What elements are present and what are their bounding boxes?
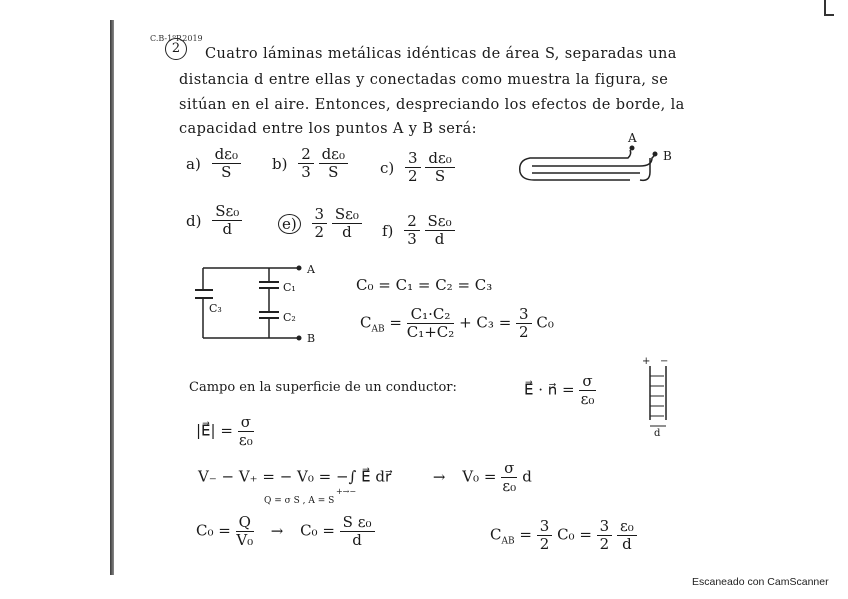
option-a-num: dε₀ — [212, 146, 241, 164]
option-d-num: Sε₀ — [212, 203, 242, 221]
option-a-den: S — [221, 163, 232, 181]
option-a-label: a) — [186, 154, 201, 173]
s-eps-over-d — [340, 514, 375, 549]
field-equation — [524, 373, 596, 408]
cab-den: C₁+C₂ — [406, 323, 455, 341]
circuit-label-c2: C₂ — [283, 311, 296, 324]
option-c-den: S — [434, 167, 446, 185]
c0-v0: V₀ — [236, 531, 254, 549]
gap-label: d — [654, 428, 661, 439]
implies-arrow-2: → — [270, 521, 284, 540]
v0-sigma: σ — [501, 460, 517, 478]
field-lines — [650, 376, 664, 416]
field-vec: E⃗ · n⃗ = — [524, 380, 575, 399]
option-f-num: Sε₀ — [425, 213, 455, 231]
statement-line-4: capacidad entre los puntos A y B será: — [179, 121, 477, 137]
option-d-fraction — [212, 203, 242, 238]
c0-s-eps0: S ε₀ — [340, 514, 375, 532]
cab-eq: = — [389, 313, 402, 332]
option-a — [186, 146, 241, 181]
option-e-label: e) — [278, 214, 301, 234]
q-over-v0 — [236, 514, 254, 549]
cab-final-three-2: 3 — [597, 518, 613, 536]
c0-lhs-2: C₀ = — [300, 521, 335, 540]
option-f-fraction — [425, 213, 455, 248]
potential-lhs: V₋ − V₊ = − V₀ = −∫ E⃗ dr⃗ — [198, 467, 392, 486]
slab-field-figure — [640, 356, 680, 438]
cab-final-d: d — [622, 535, 632, 553]
plate-return — [640, 158, 650, 180]
option-c-num: dε₀ — [425, 150, 454, 168]
integral-limits: +→− — [335, 486, 357, 496]
exam-code-label: C.B-1ºP.2019 — [150, 34, 203, 43]
field-sigma: σ — [579, 373, 595, 391]
option-b-num: dε₀ — [319, 146, 348, 164]
potential-equation — [198, 460, 532, 495]
c0-d: d — [352, 531, 362, 549]
circuit-label-b: B — [307, 332, 316, 345]
option-b-fraction — [319, 146, 348, 181]
cab-coef-den: 2 — [519, 323, 529, 341]
option-b-den: S — [328, 163, 339, 181]
implies-arrow: → — [432, 467, 446, 486]
corner-mark — [824, 0, 834, 16]
page-edge-shadow — [110, 20, 114, 575]
cab-sub: AB — [371, 324, 385, 335]
option-a-fraction — [212, 146, 241, 181]
c0-lhs: C₀ = — [196, 521, 231, 540]
option-f-den: d — [434, 230, 445, 248]
plates-figure — [510, 132, 670, 212]
cab-final-sub: AB — [501, 536, 515, 547]
field-magnitude — [196, 414, 254, 449]
option-f-coef — [404, 213, 420, 248]
field-mag-fraction — [238, 414, 254, 449]
sigma-over-eps — [579, 373, 595, 408]
option-f-label: f) — [382, 221, 394, 240]
cab-final — [490, 518, 637, 553]
cab-final-coef-1 — [537, 518, 553, 553]
option-b-coef-num: 2 — [298, 146, 314, 164]
point-b-label: B — [663, 149, 672, 163]
option-b-coef-den: 3 — [301, 163, 311, 181]
c0-q: Q — [236, 514, 254, 532]
field-text: Campo en la superficie de un conductor: — [189, 380, 457, 395]
field-mag-eps0: ε₀ — [238, 431, 253, 449]
cab-final-eps0: ε₀ — [617, 518, 637, 536]
option-f — [382, 213, 455, 248]
option-b — [272, 146, 348, 181]
option-c-coef-den: 2 — [408, 167, 418, 185]
circuit-label-c1: C₁ — [283, 281, 296, 294]
cab-series-fraction — [407, 306, 455, 341]
statement-line-1: Cuatro láminas metálicas idénticas de área S, separadas una — [205, 46, 677, 62]
option-d-den: d — [222, 220, 233, 238]
circuit-point-a — [297, 266, 302, 271]
option-c-coef — [405, 150, 421, 185]
option-b-coef — [298, 146, 314, 181]
point-b-dot — [653, 152, 658, 157]
cab-coef — [516, 306, 532, 341]
cab-end: C₀ — [536, 313, 554, 332]
cab-final-eps-over-d — [617, 518, 637, 553]
option-e-num: Sε₀ — [332, 206, 362, 224]
field-eps0: ε₀ — [580, 390, 595, 408]
charge-note: Q = σ S , A = S — [264, 496, 335, 506]
circuit-diagram — [195, 260, 335, 350]
circuit-label-a: A — [307, 263, 315, 276]
cab-final-lhs: C — [490, 525, 502, 544]
point-a-label: A — [628, 131, 637, 145]
cab-final-c0: C₀ = — [557, 525, 592, 544]
option-b-label: b) — [272, 154, 288, 173]
plus-sign: + — [642, 356, 651, 367]
option-d-label: d) — [186, 211, 202, 230]
cab-lhs: C — [360, 313, 372, 332]
v0-d: d — [522, 467, 532, 486]
cab-final-coef-2 — [597, 518, 613, 553]
field-mag-lhs: |E⃗| = — [196, 421, 233, 440]
point-a-dot — [630, 146, 635, 151]
cab-rest: + C₃ = — [459, 313, 512, 332]
cab-final-eq: = — [519, 525, 537, 544]
option-c-coef-num: 3 — [405, 150, 421, 168]
scanner-watermark: Escaneado con CamScanner — [692, 576, 829, 588]
v0-fraction — [501, 460, 517, 495]
option-e-coef-num: 3 — [312, 206, 328, 224]
statement-line-2: distancia d entre ellas y conectadas como muestra la figura, se — [179, 72, 669, 88]
cab-coef-num: 3 — [516, 306, 532, 324]
circuit-point-b — [297, 336, 302, 341]
cab-num: C₁·C₂ — [407, 306, 455, 324]
plate-wire-a — [520, 150, 631, 180]
v0-eps0: ε₀ — [502, 477, 517, 495]
problem-number: 2 — [165, 38, 187, 60]
cab-final-three-1: 3 — [537, 518, 553, 536]
option-c — [380, 150, 455, 185]
option-e-correct — [278, 206, 362, 241]
option-f-coef-den: 3 — [407, 230, 417, 248]
option-e-den: d — [342, 223, 352, 241]
v0-lhs: V₀ = — [462, 467, 497, 486]
c0-definition — [196, 514, 375, 549]
equal-capacitances: C₀ = C₁ = C₂ = C₃ — [356, 276, 493, 294]
cab-final-two-1: 2 — [539, 535, 550, 553]
option-e-fraction — [332, 206, 362, 241]
statement-line-3: sitúan en el aire. Entonces, despreciando los efectos de borde, la — [179, 97, 685, 113]
option-d — [186, 203, 242, 238]
option-c-fraction — [425, 150, 454, 185]
cab-equation — [360, 306, 554, 341]
field-mag-sigma: σ — [238, 414, 254, 432]
option-e-coef — [312, 206, 328, 241]
circuit-label-c3: C₃ — [209, 302, 222, 315]
option-e-coef-den: 2 — [314, 223, 325, 241]
option-c-label: c) — [380, 158, 395, 177]
option-f-coef-num: 2 — [404, 213, 420, 231]
minus-sign: − — [660, 356, 669, 367]
cab-final-two-2: 2 — [599, 535, 610, 553]
